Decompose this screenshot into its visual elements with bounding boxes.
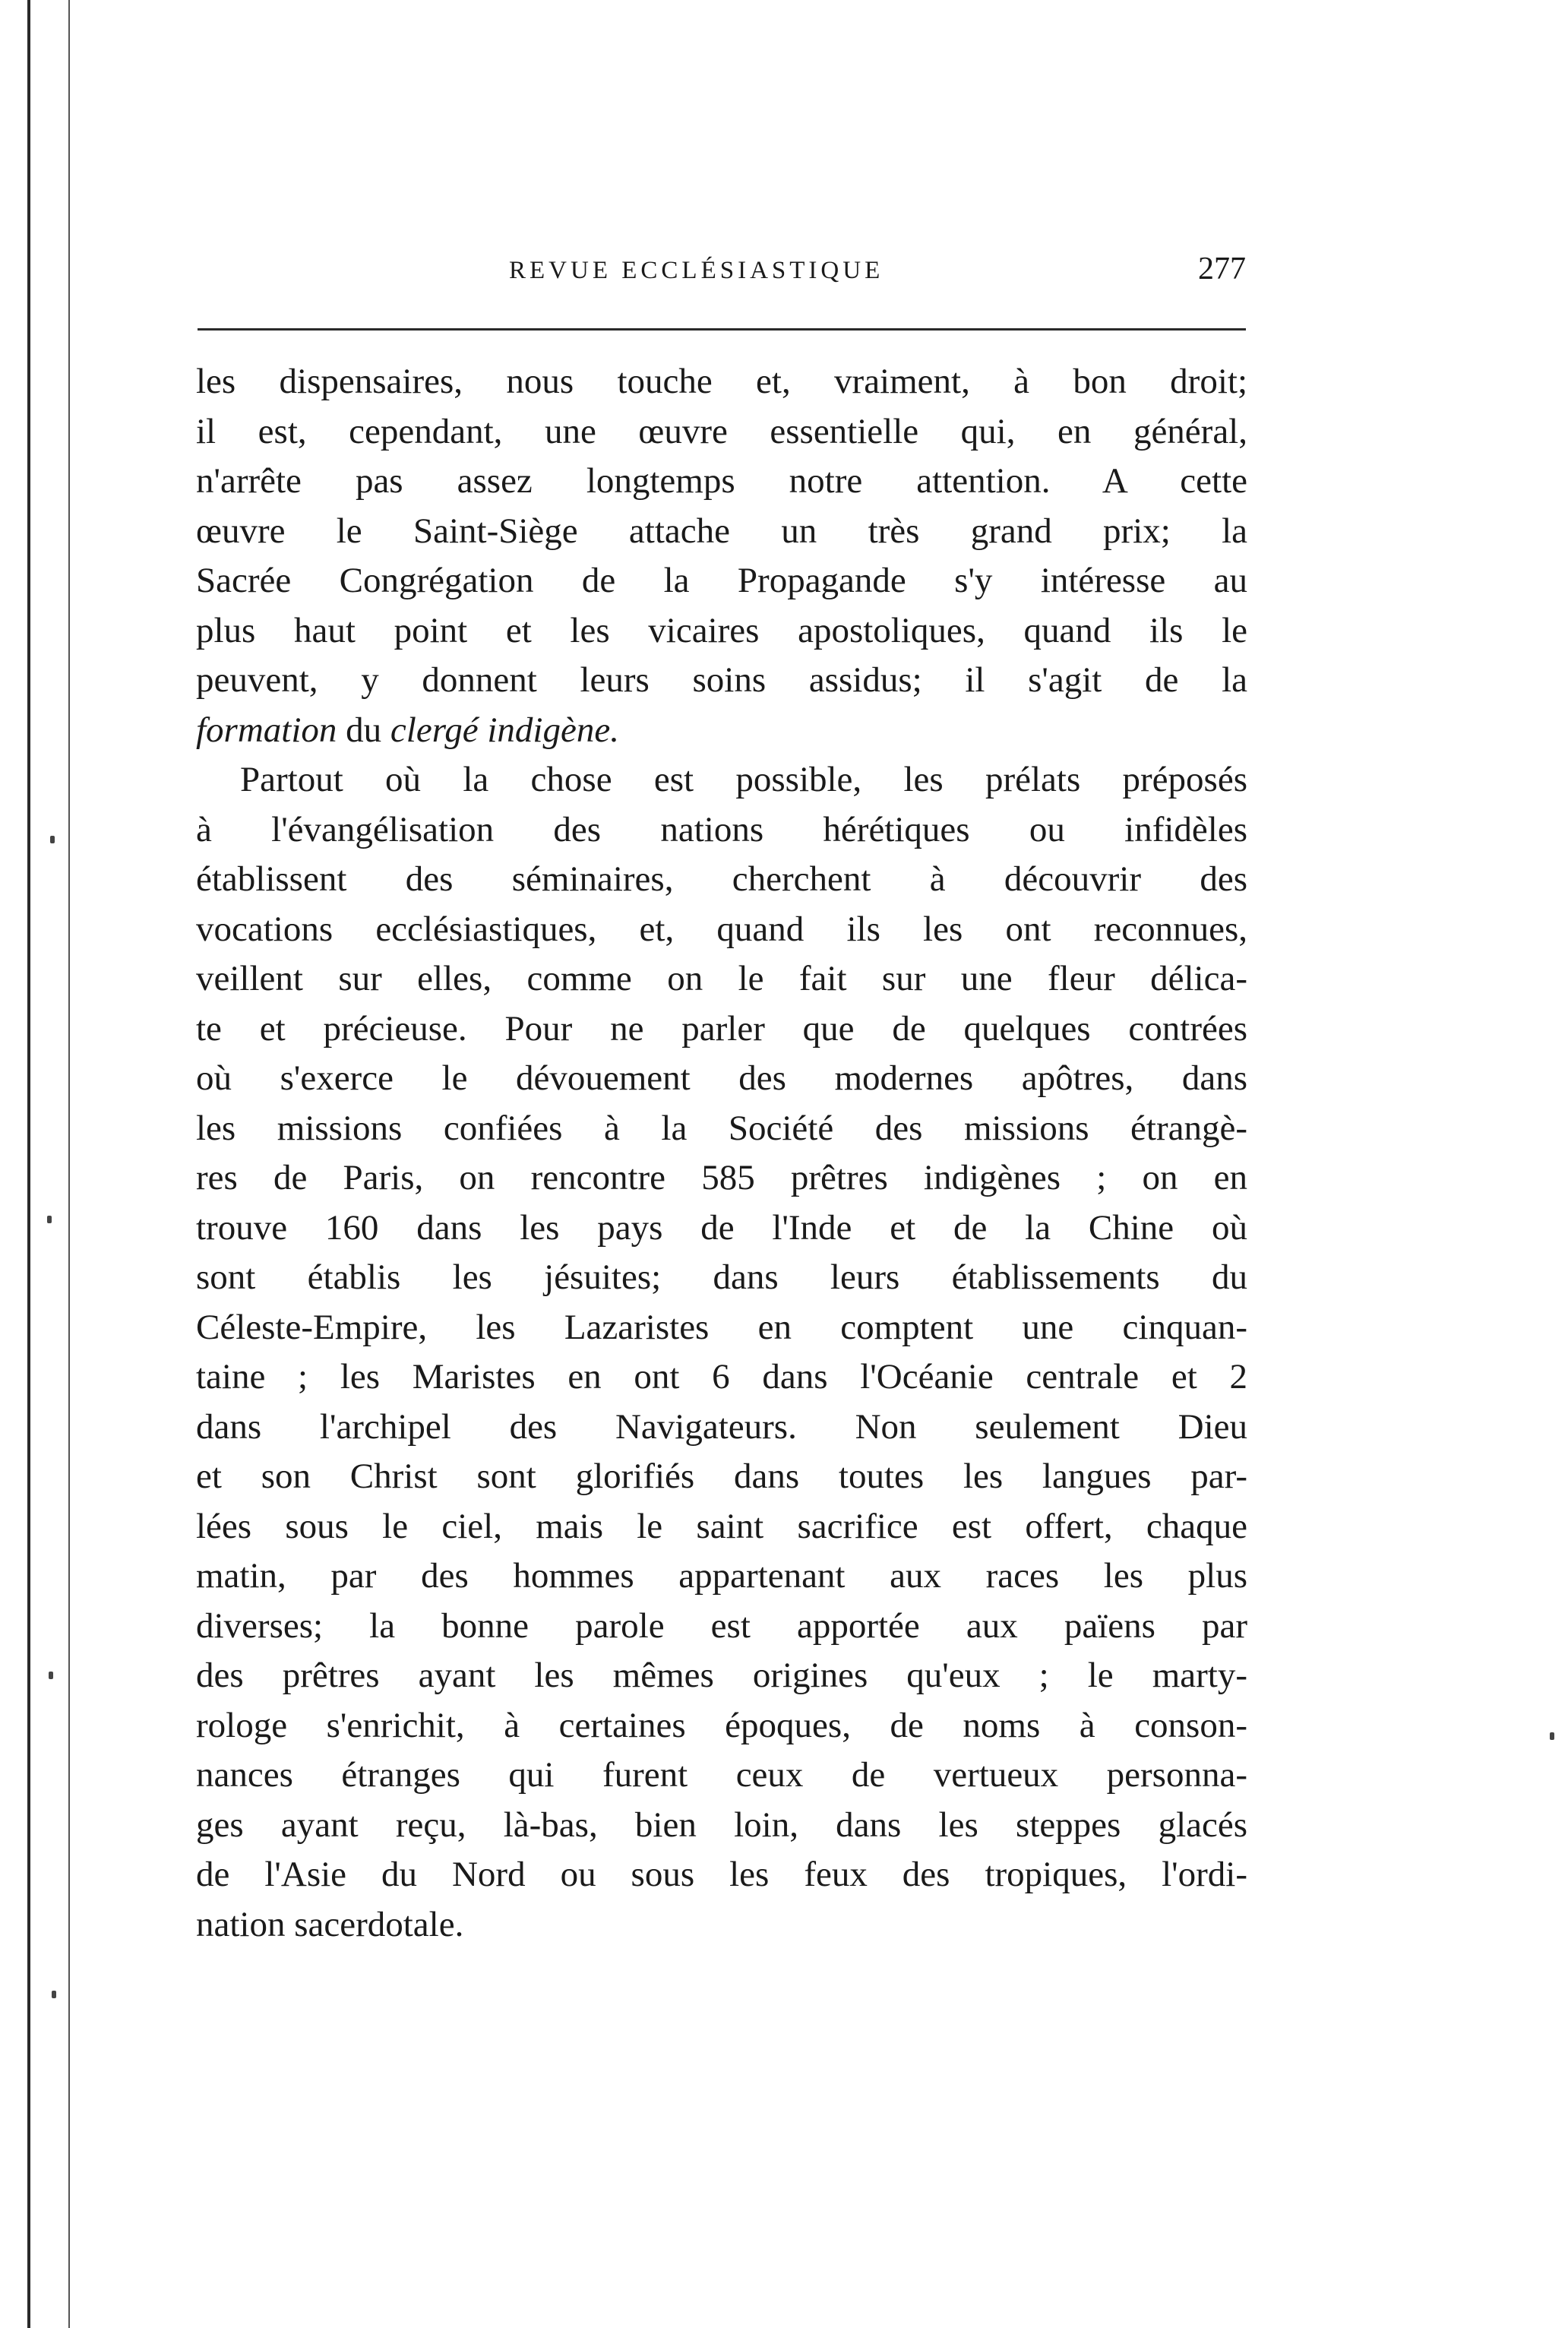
text-line: sont établis les jésuites; dans leurs établissements du	[196, 1257, 1247, 1297]
text-line: Sacrée Congrégation de la Propagande s'y intéresse au	[196, 561, 1247, 600]
text-line: lées sous le ciel, mais le saint sacrifice est offert, chaque	[196, 1506, 1247, 1546]
text-line: diverses; la bonne parole est apportée aux païens par	[196, 1605, 1247, 1646]
text-line: établissent des séminaires, cherchent à découvrir des	[196, 859, 1247, 899]
text-line: il est, cependant, une œuvre essentielle qui, en général,	[196, 411, 1247, 451]
text-line: à l'évangélisation des nations hérétiques ou infidèles	[196, 809, 1247, 849]
inline-text: du	[337, 710, 390, 750]
text-line: où s'exerce le dévouement des modernes apôtres, dans	[196, 1058, 1247, 1098]
text-line: Partout où la chose est possible, les prélats préposés	[240, 760, 1247, 799]
text-line: des prêtres ayant les mêmes origines qu'eux ; le marty-	[196, 1656, 1247, 1695]
binding-edge	[27, 0, 30, 2328]
paragraph-2	[196, 755, 1247, 1950]
scan-speck	[52, 1991, 56, 1998]
text-line: trouve 160 dans les pays de l'Inde et de la Chine où	[196, 1207, 1247, 1248]
italic-term: formation	[196, 710, 337, 750]
text-line	[196, 706, 1247, 756]
text-line: res de Paris, on rencontre 585 prêtres indigènes ; on en	[196, 1158, 1247, 1197]
text-line: œuvre le Saint-Siège attache un très grand prix; la	[196, 511, 1247, 551]
text-line: de l'Asie du Nord ou sous les feux des tropiques, l'ordi-	[196, 1855, 1247, 1894]
text-line: les dispensaires, nous touche et, vraiment, à bon droit;	[196, 362, 1247, 401]
text-line: et son Christ sont glorifiés dans toutes les langues par-	[196, 1457, 1247, 1496]
page-number: 277	[1198, 251, 1246, 286]
italic-term: clergé indigène.	[390, 710, 619, 750]
page-header	[198, 251, 1246, 296]
text-line: te et précieuse. Pour ne parler que de quelques contrées	[196, 1008, 1247, 1049]
scan-speck	[49, 1672, 53, 1679]
text-line: rologe s'enrichit, à certaines époques, de noms à conson-	[196, 1705, 1247, 1745]
text-line: taine ; les Maristes en ont 6 dans l'Océanie centrale et 2	[196, 1357, 1247, 1396]
binding-edge-inner	[68, 0, 70, 2328]
text-line: vocations ecclésiastiques, et, quand ils les ont reconnues,	[196, 909, 1247, 949]
text-line: plus haut point et les vicaires apostoliques, quand ils le	[196, 610, 1247, 650]
text-line: ges ayant reçu, là-bas, bien loin, dans les steppes glacés	[196, 1805, 1247, 1845]
scan-speck	[1550, 1732, 1554, 1740]
text-line: matin, par des hommes appartenant aux races les plus	[196, 1556, 1247, 1596]
scan-speck	[47, 1216, 52, 1223]
paragraph-1	[196, 357, 1247, 755]
text-line: nances étranges qui furent ceux de vertueux personna-	[196, 1755, 1247, 1795]
running-title: REVUE ECCLÉSIASTIQUE	[509, 257, 884, 284]
header-rule	[198, 328, 1246, 331]
text-line: veillent sur elles, comme on le fait sur une fleur délica-	[196, 959, 1247, 998]
text-line: Céleste-Empire, les Lazaristes en comptent une cinquan-	[196, 1307, 1247, 1347]
text-line: n'arrête pas assez longtemps notre attention. A cette	[196, 461, 1247, 501]
text-line: dans l'archipel des Navigateurs. Non seulement Dieu	[196, 1406, 1247, 1447]
scan-speck	[50, 836, 55, 843]
text-line: peuvent, y donnent leurs soins assidus; il s'agit de la	[196, 660, 1247, 700]
text-line: nation sacerdotale.	[196, 1904, 464, 1944]
body-text	[196, 357, 1247, 1950]
text-line: les missions confiées à la Société des missions étrangè-	[196, 1108, 1247, 1148]
